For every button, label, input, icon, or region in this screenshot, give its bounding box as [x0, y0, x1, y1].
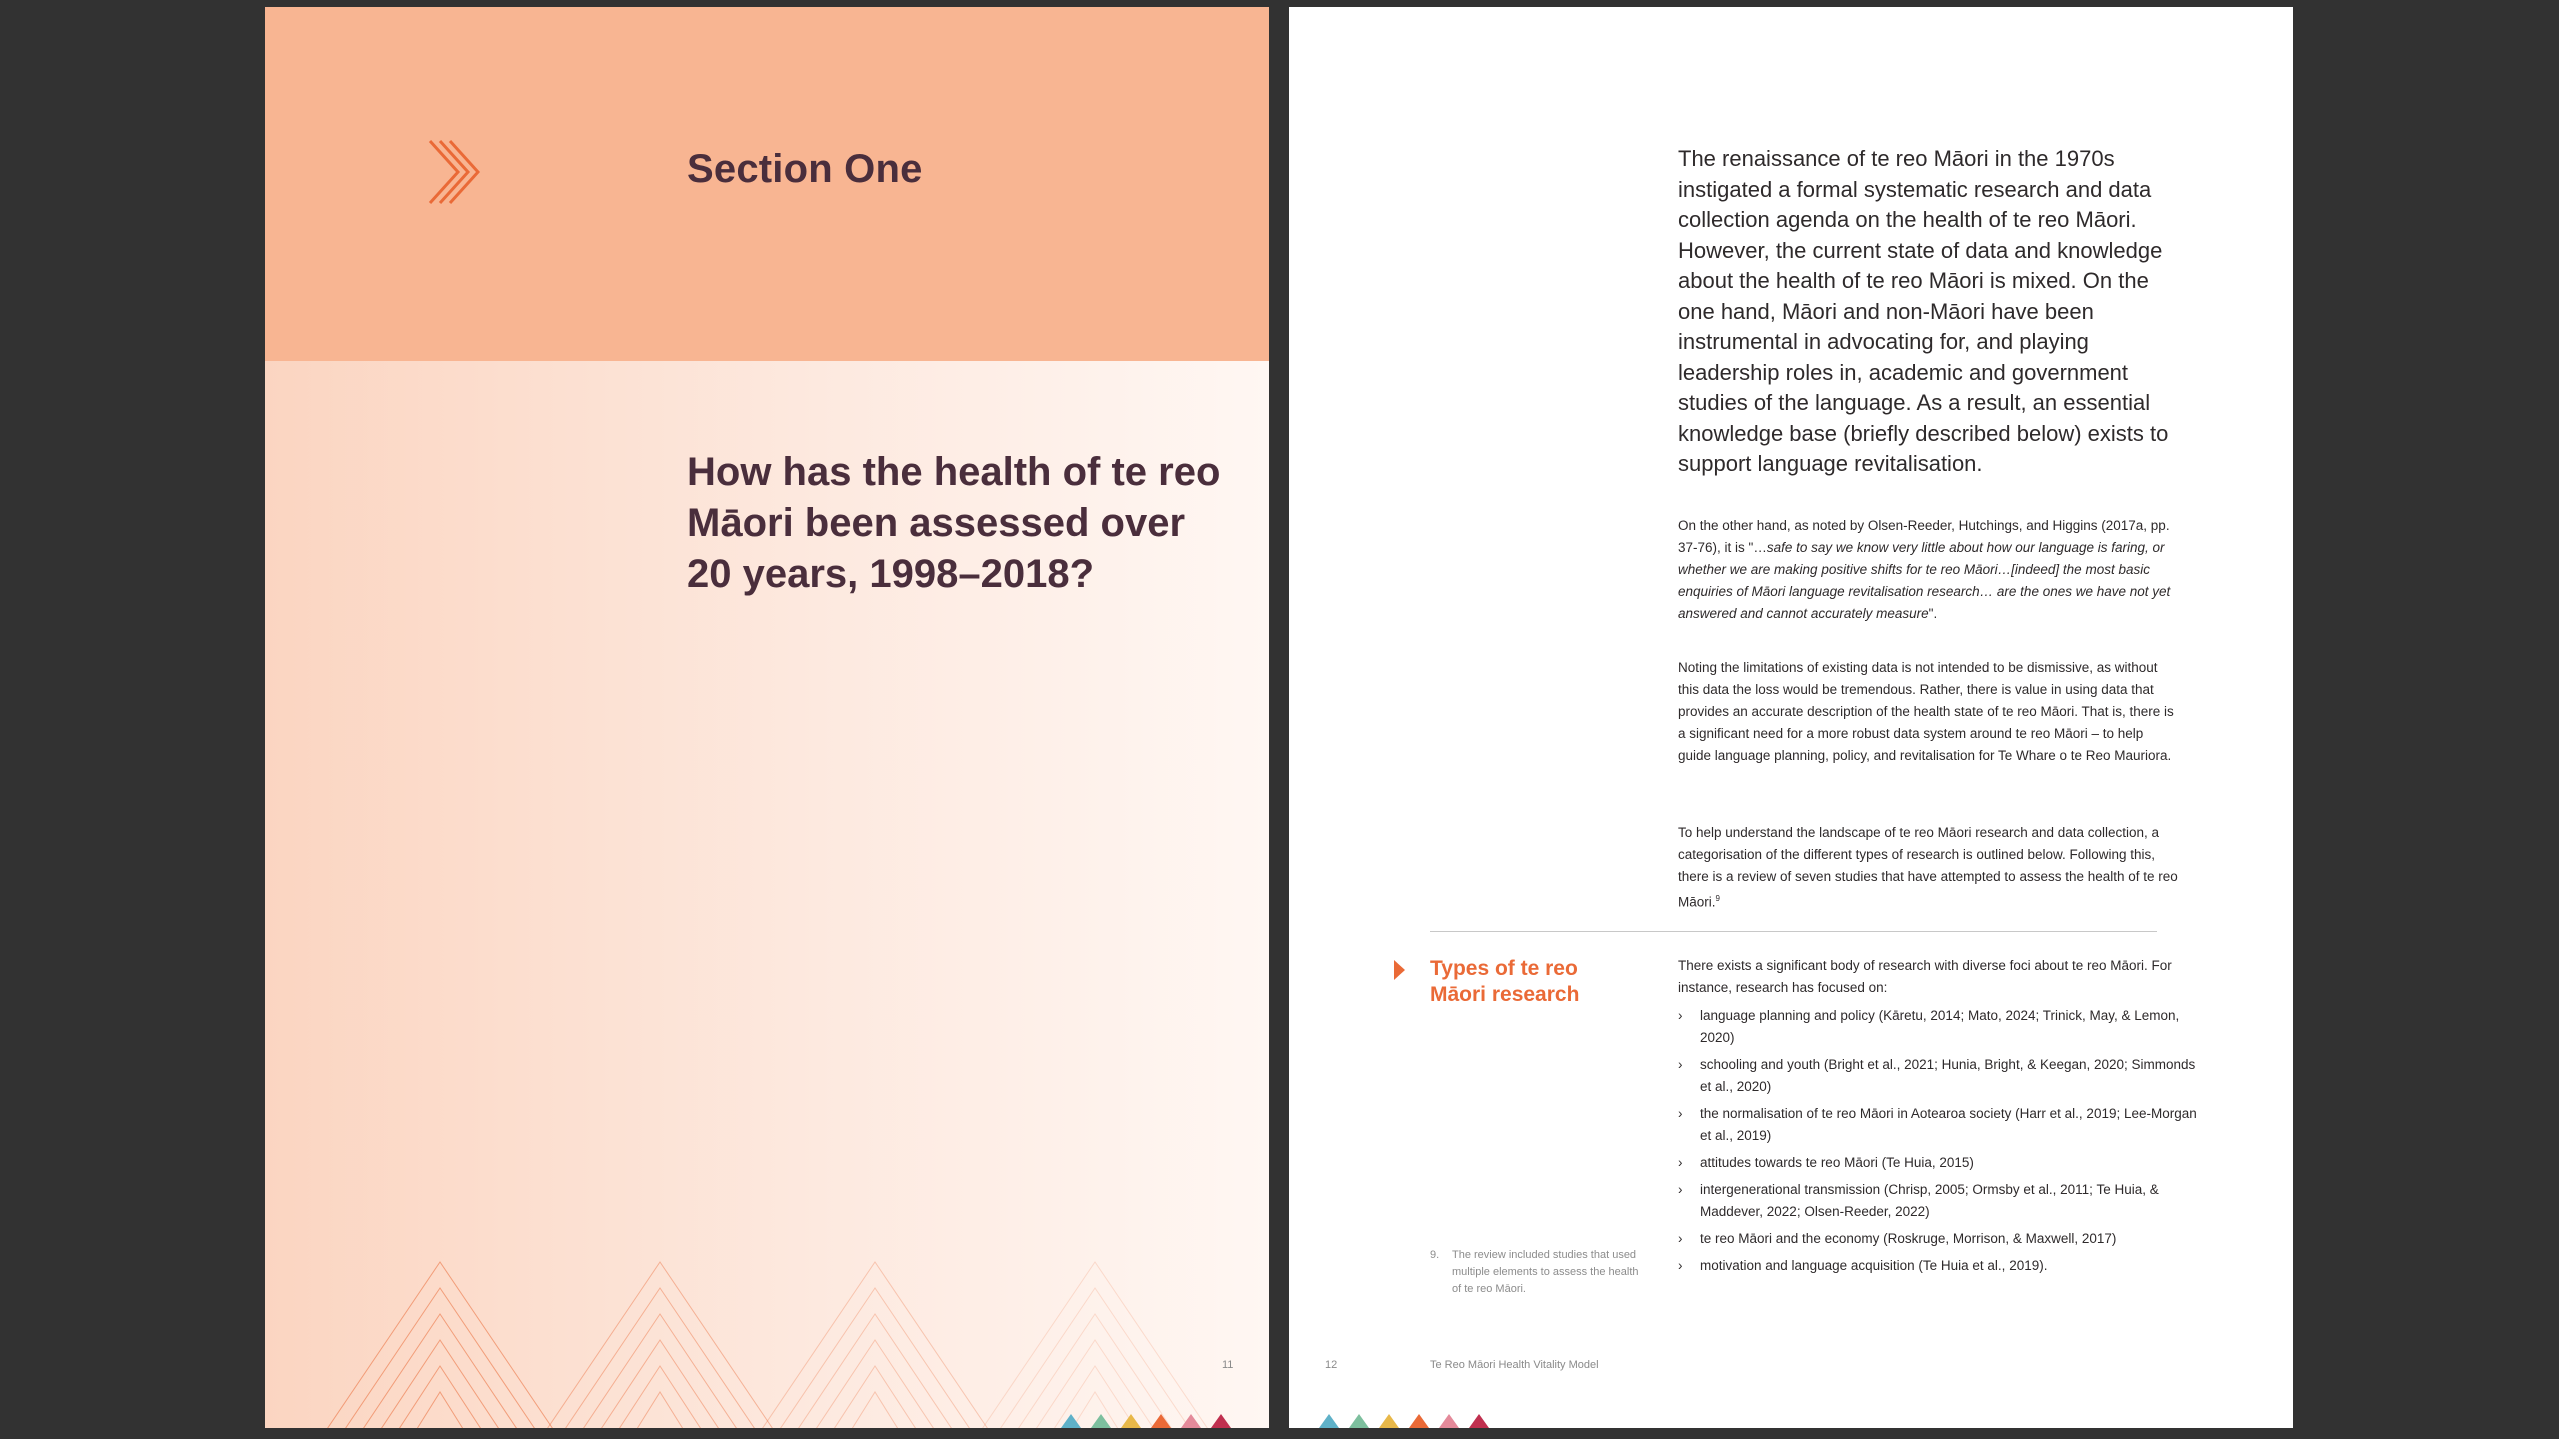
footnote-text: The review included studies that used multiple elements to assess the health of te reo Māori. — [1452, 1249, 1639, 1295]
right-page — [1289, 7, 2293, 1428]
list-item — [1678, 1005, 2198, 1049]
section-question: How has the health of te reo Māori been assessed over 20 years, 1998–2018? — [687, 450, 1221, 596]
chevron-right-icon: › — [1678, 1258, 1683, 1273]
page-number: 11 — [1222, 1359, 1234, 1371]
list-item-text: the normalisation of te reo Māori in Aotearoa society (Harr et al., 2019; Lee-Morgan et al., 2019) — [1700, 1106, 2197, 1143]
side-heading: Types of te reo Māori research — [1430, 957, 1580, 1006]
footnote — [1430, 1247, 1640, 1298]
left-page — [265, 7, 1269, 1428]
chevron-right-icon: › — [1678, 1155, 1683, 1170]
chevron-right-icon: › — [1678, 1106, 1683, 1121]
page-number: 12 — [1325, 1359, 1338, 1371]
list-item-text: intergenerational transmission (Chrisp, 2005; Ormsby et al., 2011; Te Huia, & Maddever, 2022; Olsen-Reeder, 2022) — [1700, 1182, 2159, 1219]
mountain-pattern — [325, 1252, 1225, 1428]
running-title: Te Reo Māori Health Vitality Model — [1430, 1359, 1599, 1371]
chevron-right-icon: › — [1678, 1008, 1683, 1023]
list-item-text: language planning and policy (Kāretu, 2014; Mato, 2024; Trinick, May, & Lemon, 2020) — [1700, 1008, 2180, 1045]
chevron-right-icon: › — [1678, 1057, 1683, 1072]
quote-lead: On the other hand, as noted by Olsen-Reeder, Hutchings, and Higgins (2017a, pp. 37-76), it is "… — [1678, 518, 2170, 555]
intro-paragraph: The renaissance of te reo Māori in the 1970s instigated a formal systematic research and data collection agenda on the health of te reo Māori. However, the current state of data and knowledge about the health of te reo Māori is mixed. On the one hand, Māori and non-Māori have been instrumental in advocating for, and playing leadership roles in, academic and government studies of the language. As a result, an essential knowledge base (briefly described below) exists to support language revitalisation. — [1678, 146, 2169, 476]
body-paragraph-quote — [1678, 515, 2178, 625]
footnote-ref: 9 — [1715, 894, 1720, 903]
quote-text: safe to say we know very little about how our language is faring, or whether we are making positive shifts for te reo Māori…[indeed] the most basic enquiries of Māori language revitalisation research… are the ones we have not yet answered and cannot accurately measure — [1678, 540, 2171, 621]
chevron-right-icon: › — [1678, 1182, 1683, 1197]
research-types-list — [1678, 1005, 2198, 1282]
footnote-number: 9. — [1430, 1249, 1440, 1261]
body-paragraph-landscape — [1678, 822, 2178, 914]
types-lead-paragraph: There exists a significant body of research with diverse foci about te reo Māori. For instance, research has focused on: — [1678, 958, 2172, 995]
list-item-text: te reo Māori and the economy (Roskruge, Morrison, & Maxwell, 2017) — [1700, 1231, 2117, 1246]
list-item-text: motivation and language acquisition (Te Huia et al., 2019). — [1700, 1258, 2048, 1273]
list-item — [1678, 1054, 2198, 1098]
list-item — [1678, 1255, 2198, 1277]
triangle-strip — [1319, 1413, 1519, 1428]
quote-end: ". — [1928, 606, 1938, 621]
landscape-text: To help understand the landscape of te reo Māori research and data collection, a categorisation of the different types of research is outlined below. Following this, there is a review of seven studies that have attempted to assess the health of te reo Māori. — [1678, 825, 2178, 910]
chevron-right-icon: › — [1678, 1231, 1683, 1246]
list-item — [1678, 1103, 2198, 1147]
triple-chevron-icon — [428, 137, 480, 207]
list-item — [1678, 1179, 2198, 1223]
section-divider — [1430, 931, 2157, 932]
play-triangle-icon — [1394, 960, 1405, 980]
body-paragraph-limitations: Noting the limitations of existing data is not intended to be dismissive, as without this data the loss would be tremendous. Rather, there is value in using data that provides an accurate description of the health state of te reo Māori. That is, there is a significant need for a more robust data system around te reo Māori – to help guide language planning, policy, and revitalisation for Te Whare o te Reo Mauriora. — [1678, 660, 2174, 763]
list-item — [1678, 1152, 2198, 1174]
section-title: Section One — [687, 147, 923, 191]
list-item — [1678, 1228, 2198, 1250]
triangle-strip — [1061, 1413, 1261, 1428]
list-item-text: schooling and youth (Bright et al., 2021; Hunia, Bright, & Keegan, 2020; Simmonds et al., 2020) — [1700, 1057, 2196, 1094]
list-item-text: attitudes towards te reo Māori (Te Huia, 2015) — [1700, 1155, 1974, 1170]
